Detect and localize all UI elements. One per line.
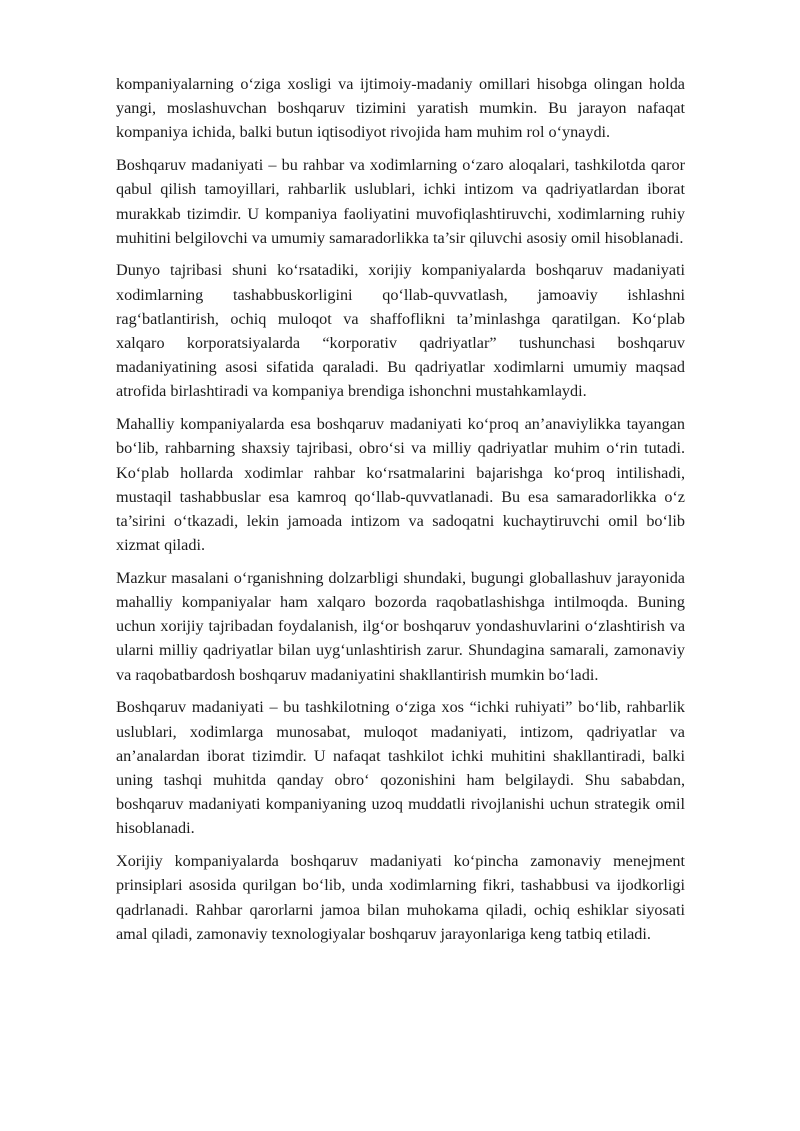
paragraph-3: Dunyo tajribasi shuni ko‘rsatadiki, xorijiy kompaniyalarda boshqaruv madaniyati xodimlarning tashabbuskorligini qo‘llab-quvvatlash, jamoaviy ishlashni rag‘batlantirish, ochiq muloqot va shaffoflikni ta’minlashga qaratilgan. Ko‘plab xalqaro korporatsiyalarda “korporativ qadriyatlar” tushunchasi boshqaruv madaniyatining asosi sifatida qaraladi. Bu qadriyatlar xodimlarni umumiy maqsad atrofida birlashtiradi va kompaniya brendiga ishonchni mustahkamlaydi.: [116, 261, 685, 401]
paragraph-5: Mazkur masalani o‘rganishning dolzarbligi shundaki, bugungi globallashuv jarayonida mahalliy kompaniyalar ham xalqaro bozorda raqobatlashishga intilmoqda. Buning uchun xorijiy tajribadan foydalanish, ilg‘or boshqaruv yondashuvlarini o‘zlashtirish va ularni milliy qadriyatlar bilan uyg‘unlashtirish zarur. Shundagina samarali, zamonaviy va raqobatbardosh boshqaruv madaniyatini shakllantirish mumkin bo‘ladi.: [116, 568, 685, 684]
paragraph-6: Boshqaruv madaniyati – bu tashkilotning o‘ziga xos “ichki ruhiyati” bo‘lib, rahbarlik uslublari, xodimlarga munosabat, muloqot madaniyati, intizom, qadriyatlar va an’analardan iborat tizimdir. U nafaqat tashkilot ichki muhitini shakllantiradi, balki uning tashqi muhitda qanday obro‘ qozonishini ham belgilaydi. Shu sababdan, boshqaruv madaniyati kompaniyaning uzoq muddatli rivojlanishi uchun strategik omil hisoblanadi.: [116, 698, 685, 838]
paragraph-2: Boshqaruv madaniyati – bu rahbar va xodimlarning o‘zaro aloqalari, tashkilotda qaror qabul qilish tamoyillari, rahbarlik uslublari, ichki intizom va qadriyatlardan iborat murakkab tizimdir. U kompaniya faoliyatini muvofiqlashtiruvchi, xodimlarning ruhiy muhitini belgilovchi va umumiy samaradorlikka ta’sir qiluvchi asosiy omil hisoblanadi.: [116, 156, 685, 247]
paragraph-7: Xorijiy kompaniyalarda boshqaruv madaniyati ko‘pincha zamonaviy menejment prinsiplari asosida qurilgan bo‘lib, unda xodimlarning fikri, tashabbusi va ijodkorligi qadrlanadi. Rahbar qarorlarni jamoa bilan muhokama qiladi, ochiq eshiklar siyosati amal qiladi, zamonaviy texnologiyalar boshqaruv jarayonlariga keng tatbiq etiladi.: [116, 852, 685, 943]
paragraph-4: Mahalliy kompaniyalarda esa boshqaruv madaniyati ko‘proq an’anaviylikka tayangan bo‘lib, rahbarning shaxsiy tajribasi, obro‘si va milliy qadriyatlar muhim o‘rin tutadi. Ko‘plab hollarda xodimlar rahbar ko‘rsatmalarini bajarishga ko‘proq intilishadi, mustaqil tashabbuslar esa kamroq qo‘llab-quvvatlanadi. Bu esa samaradorlikka o‘z ta’sirini o‘tkazadi, lekin jamoada intizom va sadoqatni kuchaytiruvchi omil bo‘lib xizmat qiladi.: [116, 415, 685, 555]
paragraph-1: kompaniyalarning o‘ziga xosligi va ijtimoiy-madaniy omillari hisobga olingan holda yangi, moslashuvchan boshqaruv tizimini yaratish mumkin. Bu jarayon nafaqat kompaniya ichida, balki butun iqtisodiyot rivojida ham muhim rol o‘ynaydi.: [116, 75, 685, 142]
document-page: [116, 72, 685, 954]
